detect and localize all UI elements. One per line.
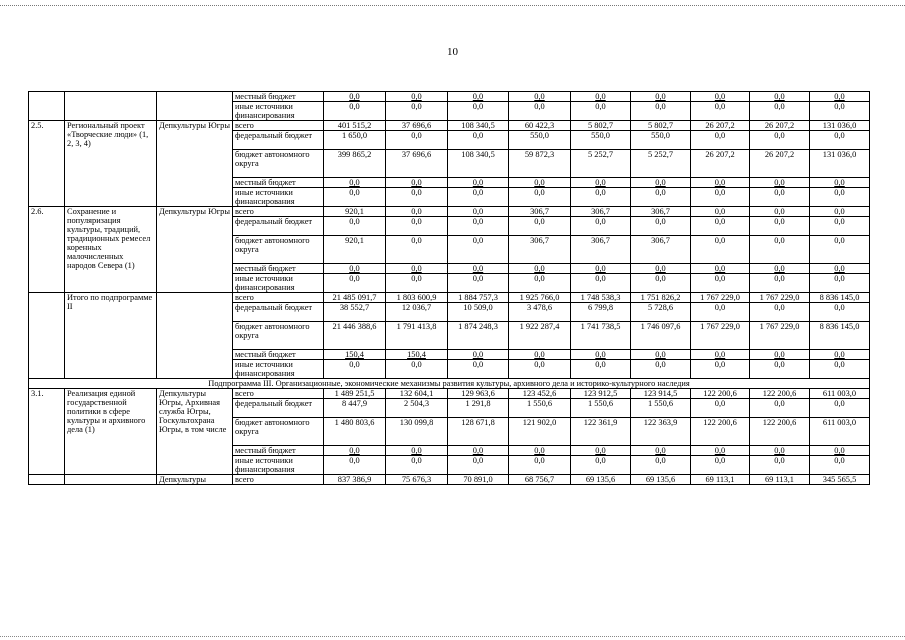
- row-number: [29, 475, 65, 485]
- amount-cell: 0,0: [386, 102, 448, 121]
- subprogram-row: [29, 379, 870, 389]
- amount-cell: 0,0: [691, 264, 750, 274]
- amount-cell: 37 696,6: [386, 121, 448, 131]
- amount-cell: 0,0: [571, 456, 631, 475]
- amount-cell: 0,0: [691, 303, 750, 322]
- amount-cell: 70 891,0: [448, 475, 509, 485]
- row-number: [29, 92, 65, 121]
- funding-source: всего: [233, 475, 324, 485]
- subprogram-title: Подпрограмма III. Организационные, экономические механизмы развития культуры, архивного дела и историко-культурного наследия: [29, 379, 870, 389]
- amount-cell: 0,0: [571, 360, 631, 379]
- amount-cell: 1 874 248,3: [448, 322, 509, 350]
- amount-cell: 0,0: [324, 274, 386, 293]
- amount-cell: 1 650,0: [324, 131, 386, 150]
- funding-source: федеральный бюджет: [233, 217, 324, 236]
- amount-cell: 26 207,2: [691, 150, 750, 178]
- amount-cell: 68 756,7: [509, 475, 571, 485]
- amount-cell: 0,0: [509, 102, 571, 121]
- amount-cell: 0,0: [810, 217, 870, 236]
- amount-cell: 0,0: [386, 188, 448, 207]
- amount-cell: 0,0: [386, 92, 448, 102]
- amount-cell: 1 751 826,2: [631, 293, 691, 303]
- amount-cell: 0,0: [750, 264, 810, 274]
- amount-cell: 12 036,7: [386, 303, 448, 322]
- amount-cell: 5 252,7: [631, 150, 691, 178]
- table-row: [29, 207, 870, 217]
- amount-cell: 108 340,5: [448, 121, 509, 131]
- amount-cell: 611 003,0: [810, 389, 870, 399]
- amount-cell: 123 914,5: [631, 389, 691, 399]
- amount-cell: 69 135,6: [571, 475, 631, 485]
- amount-cell: 5 728,6: [631, 303, 691, 322]
- funding-source: бюджет автономного округа: [233, 322, 324, 350]
- amount-cell: 0,0: [631, 178, 691, 188]
- amount-cell: 0,0: [631, 274, 691, 293]
- table-row: [29, 121, 870, 131]
- funding-source: иные источники финансирования: [233, 102, 324, 121]
- row-number: 3.1.: [29, 389, 65, 475]
- executor: Депкультуры Югры, Архивная служба Югры, Госкультохрана Югры, в том числе: [157, 389, 233, 475]
- amount-cell: 0,0: [448, 236, 509, 264]
- amount-cell: 0,0: [386, 217, 448, 236]
- amount-cell: 0,0: [509, 274, 571, 293]
- amount-cell: 0,0: [324, 92, 386, 102]
- amount-cell: 0,0: [448, 92, 509, 102]
- amount-cell: 0,0: [571, 350, 631, 360]
- funding-source: местный бюджет: [233, 350, 324, 360]
- amount-cell: 123 452,6: [509, 389, 571, 399]
- amount-cell: 132 604,1: [386, 389, 448, 399]
- amount-cell: 0,0: [571, 446, 631, 456]
- funding-source: всего: [233, 207, 324, 217]
- amount-cell: 0,0: [810, 446, 870, 456]
- amount-cell: 130 099,8: [386, 418, 448, 446]
- amount-cell: 0,0: [448, 350, 509, 360]
- amount-cell: 69 113,1: [750, 475, 810, 485]
- amount-cell: 0,0: [509, 188, 571, 207]
- amount-cell: 8 836 145,0: [810, 322, 870, 350]
- executor: Депкультуры Югры: [157, 121, 233, 207]
- amount-cell: 1 791 413,8: [386, 322, 448, 350]
- funding-source: иные источники финансирования: [233, 456, 324, 475]
- amount-cell: 0,0: [448, 456, 509, 475]
- amount-cell: 0,0: [750, 446, 810, 456]
- amount-cell: 306,7: [631, 207, 691, 217]
- amount-cell: 0,0: [691, 236, 750, 264]
- amount-cell: 0,0: [448, 274, 509, 293]
- amount-cell: 26 207,2: [750, 121, 810, 131]
- funding-source: местный бюджет: [233, 264, 324, 274]
- funding-source: всего: [233, 389, 324, 399]
- amount-cell: 60 422,3: [509, 121, 571, 131]
- amount-cell: 0,0: [810, 274, 870, 293]
- amount-cell: 0,0: [691, 188, 750, 207]
- amount-cell: 0,0: [509, 446, 571, 456]
- measure-name: [65, 475, 157, 485]
- amount-cell: 1 741 738,5: [571, 322, 631, 350]
- amount-cell: 1 803 600,9: [386, 293, 448, 303]
- amount-cell: 0,0: [448, 264, 509, 274]
- table-row: [29, 293, 870, 303]
- amount-cell: 0,0: [509, 178, 571, 188]
- amount-cell: 0,0: [691, 360, 750, 379]
- amount-cell: 0,0: [631, 92, 691, 102]
- amount-cell: 0,0: [448, 217, 509, 236]
- amount-cell: 837 386,9: [324, 475, 386, 485]
- amount-cell: 150,4: [324, 350, 386, 360]
- amount-cell: 0,0: [750, 131, 810, 150]
- amount-cell: 0,0: [386, 236, 448, 264]
- table-row: [29, 92, 870, 102]
- amount-cell: 0,0: [691, 456, 750, 475]
- amount-cell: 0,0: [448, 178, 509, 188]
- amount-cell: 0,0: [810, 178, 870, 188]
- amount-cell: 0,0: [509, 350, 571, 360]
- measure-name: Сохранение и популяризация культуры, традиций, традиционных ремесел коренных малочисленных народов Севера (1): [65, 207, 157, 293]
- amount-cell: 550,0: [631, 131, 691, 150]
- amount-cell: 122 361,9: [571, 418, 631, 446]
- amount-cell: 0,0: [810, 92, 870, 102]
- amount-cell: 0,0: [691, 178, 750, 188]
- amount-cell: 0,0: [571, 264, 631, 274]
- amount-cell: 0,0: [324, 360, 386, 379]
- amount-cell: 550,0: [571, 131, 631, 150]
- amount-cell: 0,0: [810, 350, 870, 360]
- funding-source: иные источники финансирования: [233, 274, 324, 293]
- amount-cell: 0,0: [448, 360, 509, 379]
- amount-cell: 1 767 229,0: [691, 322, 750, 350]
- page-number: 10: [447, 46, 458, 58]
- amount-cell: 0,0: [386, 207, 448, 217]
- amount-cell: 131 036,0: [810, 150, 870, 178]
- amount-cell: 306,7: [571, 236, 631, 264]
- amount-cell: 0,0: [631, 102, 691, 121]
- amount-cell: 0,0: [691, 446, 750, 456]
- row-number: 2.5.: [29, 121, 65, 207]
- funding-source: бюджет автономного округа: [233, 418, 324, 446]
- amount-cell: 0,0: [386, 264, 448, 274]
- amount-cell: 1 922 287,4: [509, 322, 571, 350]
- executor: [157, 293, 233, 379]
- amount-cell: 0,0: [750, 360, 810, 379]
- amount-cell: 0,0: [631, 360, 691, 379]
- amount-cell: 306,7: [631, 236, 691, 264]
- funding-source: всего: [233, 293, 324, 303]
- amount-cell: 0,0: [750, 456, 810, 475]
- funding-source: местный бюджет: [233, 92, 324, 102]
- amount-cell: 0,0: [571, 92, 631, 102]
- amount-cell: 122 200,6: [691, 418, 750, 446]
- funding-source: всего: [233, 121, 324, 131]
- amount-cell: 0,0: [750, 217, 810, 236]
- amount-cell: 0,0: [810, 303, 870, 322]
- amount-cell: 0,0: [810, 399, 870, 418]
- amount-cell: 0,0: [571, 102, 631, 121]
- amount-cell: 0,0: [691, 217, 750, 236]
- amount-cell: 123 912,5: [571, 389, 631, 399]
- amount-cell: 1 748 538,3: [571, 293, 631, 303]
- amount-cell: 0,0: [324, 446, 386, 456]
- amount-cell: 0,0: [691, 350, 750, 360]
- amount-cell: 0,0: [810, 188, 870, 207]
- amount-cell: 0,0: [509, 456, 571, 475]
- amount-cell: 0,0: [448, 188, 509, 207]
- amount-cell: 108 340,5: [448, 150, 509, 178]
- amount-cell: 0,0: [750, 236, 810, 264]
- amount-cell: 0,0: [810, 456, 870, 475]
- amount-cell: 0,0: [810, 360, 870, 379]
- amount-cell: 131 036,0: [810, 121, 870, 131]
- amount-cell: 8 836 145,0: [810, 293, 870, 303]
- amount-cell: 550,0: [509, 131, 571, 150]
- amount-cell: 306,7: [509, 207, 571, 217]
- amount-cell: 0,0: [691, 102, 750, 121]
- executor: [157, 92, 233, 121]
- amount-cell: 0,0: [810, 131, 870, 150]
- amount-cell: 0,0: [691, 131, 750, 150]
- amount-cell: 5 252,7: [571, 150, 631, 178]
- amount-cell: 0,0: [324, 264, 386, 274]
- amount-cell: 345 565,5: [810, 475, 870, 485]
- amount-cell: 5 802,7: [631, 121, 691, 131]
- amount-cell: 611 003,0: [810, 418, 870, 446]
- amount-cell: 0,0: [810, 207, 870, 217]
- budget-table: [28, 91, 870, 485]
- amount-cell: 0,0: [448, 102, 509, 121]
- funding-source: бюджет автономного округа: [233, 236, 324, 264]
- amount-cell: 38 552,7: [324, 303, 386, 322]
- amount-cell: 0,0: [631, 217, 691, 236]
- funding-source: федеральный бюджет: [233, 131, 324, 150]
- amount-cell: 0,0: [691, 399, 750, 418]
- amount-cell: 1 550,6: [571, 399, 631, 418]
- amount-cell: 122 200,6: [750, 418, 810, 446]
- amount-cell: 1 746 097,6: [631, 322, 691, 350]
- amount-cell: 920,1: [324, 207, 386, 217]
- amount-cell: 0,0: [750, 188, 810, 207]
- amount-cell: 0,0: [750, 178, 810, 188]
- amount-cell: 0,0: [386, 178, 448, 188]
- amount-cell: 69 113,1: [691, 475, 750, 485]
- amount-cell: 0,0: [691, 207, 750, 217]
- amount-cell: 306,7: [509, 236, 571, 264]
- amount-cell: 0,0: [571, 217, 631, 236]
- amount-cell: 0,0: [509, 217, 571, 236]
- amount-cell: 399 865,2: [324, 150, 386, 178]
- amount-cell: 0,0: [448, 131, 509, 150]
- executor: Депкультуры Югры: [157, 207, 233, 293]
- amount-cell: 0,0: [386, 456, 448, 475]
- amount-cell: 122 200,6: [750, 389, 810, 399]
- amount-cell: 21 485 091,7: [324, 293, 386, 303]
- amount-cell: 0,0: [750, 399, 810, 418]
- amount-cell: 37 696,6: [386, 150, 448, 178]
- amount-cell: 0,0: [448, 446, 509, 456]
- amount-cell: 5 802,7: [571, 121, 631, 131]
- amount-cell: 26 207,2: [750, 150, 810, 178]
- amount-cell: 0,0: [631, 446, 691, 456]
- amount-cell: 10 509,0: [448, 303, 509, 322]
- amount-cell: 150,4: [386, 350, 448, 360]
- measure-name: Региональный проект «Творческие люди» (1, 2, 3, 4): [65, 121, 157, 207]
- amount-cell: 0,0: [810, 264, 870, 274]
- funding-source: иные источники финансирования: [233, 360, 324, 379]
- funding-source: федеральный бюджет: [233, 303, 324, 322]
- amount-cell: 0,0: [386, 274, 448, 293]
- amount-cell: 0,0: [750, 207, 810, 217]
- table-row: [29, 389, 870, 399]
- amount-cell: 0,0: [631, 188, 691, 207]
- funding-source: местный бюджет: [233, 446, 324, 456]
- amount-cell: 75 676,3: [386, 475, 448, 485]
- amount-cell: 1 550,6: [631, 399, 691, 418]
- amount-cell: 59 872,3: [509, 150, 571, 178]
- amount-cell: 0,0: [386, 360, 448, 379]
- funding-source: федеральный бюджет: [233, 399, 324, 418]
- amount-cell: 21 446 388,6: [324, 322, 386, 350]
- scan-bottom-edge: [0, 636, 905, 637]
- amount-cell: 0,0: [810, 102, 870, 121]
- amount-cell: 0,0: [324, 456, 386, 475]
- amount-cell: 0,0: [448, 207, 509, 217]
- amount-cell: 121 902,0: [509, 418, 571, 446]
- amount-cell: 0,0: [509, 360, 571, 379]
- amount-cell: 2 504,3: [386, 399, 448, 418]
- amount-cell: 0,0: [750, 102, 810, 121]
- amount-cell: 0,0: [750, 274, 810, 293]
- amount-cell: 1 489 251,5: [324, 389, 386, 399]
- amount-cell: 920,1: [324, 236, 386, 264]
- row-number: [29, 293, 65, 379]
- amount-cell: 0,0: [691, 92, 750, 102]
- scan-top-edge: [0, 5, 905, 6]
- amount-cell: 0,0: [750, 350, 810, 360]
- amount-cell: 0,0: [571, 178, 631, 188]
- amount-cell: 1 767 229,0: [750, 293, 810, 303]
- amount-cell: 26 207,2: [691, 121, 750, 131]
- amount-cell: 0,0: [631, 350, 691, 360]
- amount-cell: 0,0: [691, 274, 750, 293]
- amount-cell: 0,0: [810, 236, 870, 264]
- amount-cell: 1 925 766,0: [509, 293, 571, 303]
- amount-cell: 0,0: [571, 188, 631, 207]
- amount-cell: 1 884 757,3: [448, 293, 509, 303]
- amount-cell: 0,0: [750, 303, 810, 322]
- amount-cell: 122 200,6: [691, 389, 750, 399]
- amount-cell: 128 671,8: [448, 418, 509, 446]
- amount-cell: 0,0: [571, 274, 631, 293]
- amount-cell: 129 963,6: [448, 389, 509, 399]
- amount-cell: 0,0: [386, 446, 448, 456]
- amount-cell: 1 767 229,0: [750, 322, 810, 350]
- amount-cell: 6 799,8: [571, 303, 631, 322]
- amount-cell: 8 447,9: [324, 399, 386, 418]
- amount-cell: 0,0: [509, 264, 571, 274]
- executor: Депкультуры: [157, 475, 233, 485]
- amount-cell: 3 478,6: [509, 303, 571, 322]
- amount-cell: 0,0: [324, 178, 386, 188]
- amount-cell: 0,0: [386, 131, 448, 150]
- amount-cell: 1 767 229,0: [691, 293, 750, 303]
- funding-source: иные источники финансирования: [233, 188, 324, 207]
- amount-cell: 1 550,6: [509, 399, 571, 418]
- amount-cell: 1 480 803,6: [324, 418, 386, 446]
- funding-source: местный бюджет: [233, 178, 324, 188]
- amount-cell: 0,0: [631, 264, 691, 274]
- amount-cell: 0,0: [750, 92, 810, 102]
- measure-name: [65, 92, 157, 121]
- table-row: [29, 475, 870, 485]
- amount-cell: 0,0: [631, 456, 691, 475]
- measure-name: Итого по подпрограмме II: [65, 293, 157, 379]
- amount-cell: 1 291,8: [448, 399, 509, 418]
- amount-cell: 0,0: [324, 102, 386, 121]
- amount-cell: 69 135,6: [631, 475, 691, 485]
- amount-cell: 0,0: [324, 188, 386, 207]
- measure-name: Реализация единой государственной политики в сфере культуры и архивного дела (1): [65, 389, 157, 475]
- amount-cell: 306,7: [571, 207, 631, 217]
- amount-cell: 401 515,2: [324, 121, 386, 131]
- row-number: 2.6.: [29, 207, 65, 293]
- amount-cell: 0,0: [324, 217, 386, 236]
- amount-cell: 122 363,9: [631, 418, 691, 446]
- amount-cell: 0,0: [509, 92, 571, 102]
- funding-source: бюджет автономного округа: [233, 150, 324, 178]
